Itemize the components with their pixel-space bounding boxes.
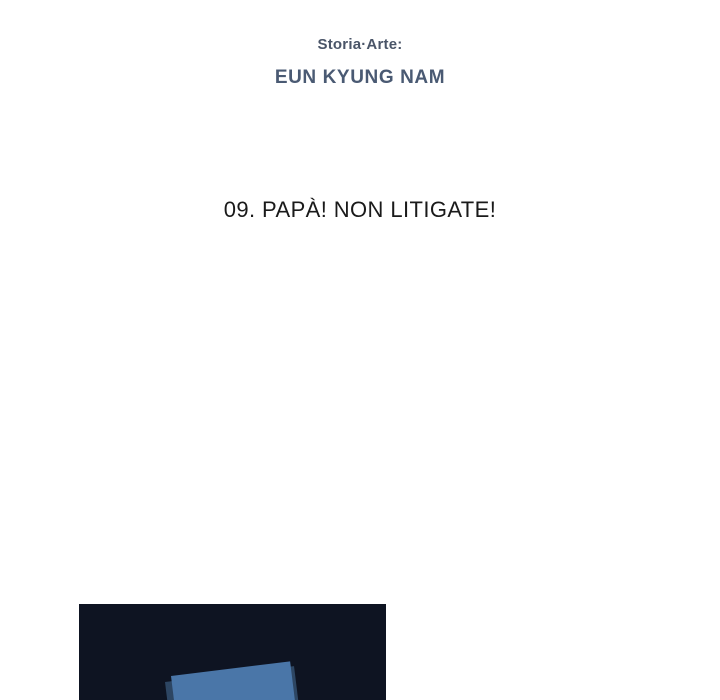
panel-highlight-shape <box>171 661 297 700</box>
chapter-title: 09. PAPÀ! NON LITIGATE! <box>223 197 497 222</box>
credits-author-name: EUN KYUNG NAM <box>274 66 446 88</box>
credits-block <box>0 34 720 92</box>
comic-panel <box>79 604 386 700</box>
credits-role-label: Storia·Arte: <box>317 36 403 53</box>
